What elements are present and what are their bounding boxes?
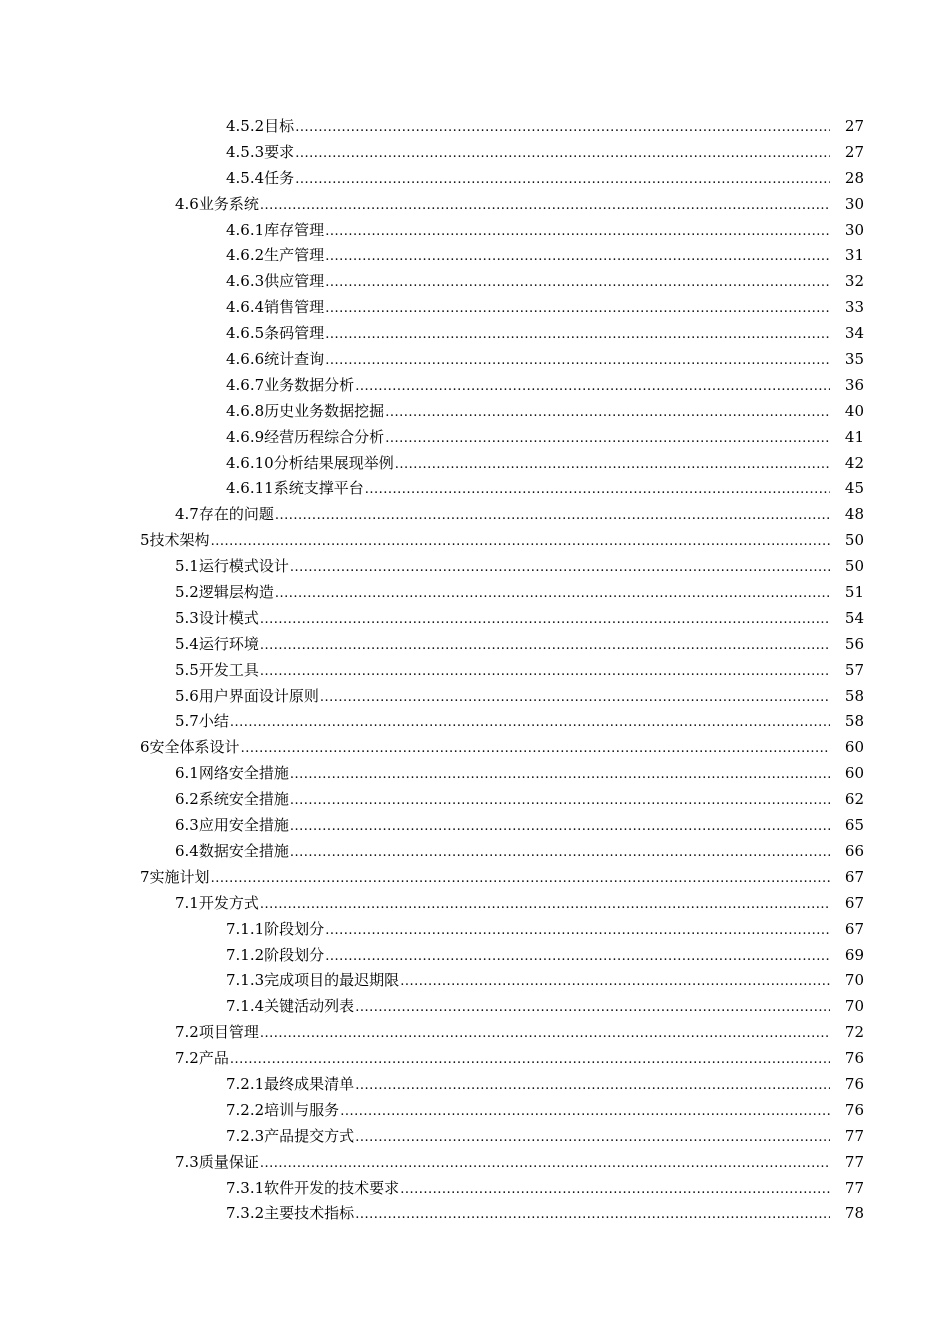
toc-entry-text <box>226 140 830 167</box>
toc-entry-number: 7.3.1 <box>226 1178 265 1197</box>
toc-entry-title: 数据安全措施 <box>198 841 289 860</box>
toc-entry-number: 4.6.8 <box>226 401 265 420</box>
toc-entry[interactable] <box>0 451 950 477</box>
toc-entry-page-number: 58 <box>844 712 864 731</box>
toc-entry-page-number: 40 <box>844 401 864 420</box>
dot-leader <box>400 1177 830 1203</box>
toc-entry-number: 7.3.2 <box>226 1204 265 1223</box>
toc-entry-number: 4.6.7 <box>226 375 265 394</box>
toc-entry-page-number: 77 <box>844 1178 864 1197</box>
toc-entry-text <box>226 114 830 141</box>
toc-entry-number: 4.5.4 <box>226 168 265 187</box>
toc-entry[interactable] <box>0 787 950 813</box>
dot-leader <box>260 659 830 685</box>
toc-entry[interactable] <box>0 1150 950 1176</box>
dot-leader <box>355 1073 830 1099</box>
toc-entry-text <box>175 891 830 918</box>
toc-entry-page-number: 77 <box>844 1126 864 1145</box>
toc-entry-title: 阶段划分 <box>264 945 325 964</box>
dot-leader <box>385 426 830 452</box>
toc-entry-title: 历史业务数据挖掘 <box>264 401 385 420</box>
toc-entry-page-number: 62 <box>844 790 864 809</box>
dot-leader <box>320 685 830 711</box>
toc-entry[interactable] <box>0 425 950 451</box>
toc-entry-page-number: 54 <box>844 608 864 627</box>
toc-entry-number: 7 <box>140 867 150 886</box>
dot-leader <box>355 1202 830 1228</box>
toc-entry[interactable] <box>0 709 950 735</box>
toc-entry-number: 4.6.3 <box>226 272 265 291</box>
toc-entry-number: 4.6 <box>175 194 199 213</box>
toc-entry[interactable] <box>0 968 950 994</box>
toc-entry-text <box>140 865 830 892</box>
toc-entry-number: 4.6.4 <box>226 298 265 317</box>
toc-entry[interactable] <box>0 528 950 554</box>
dot-leader <box>211 529 830 555</box>
toc-entry[interactable] <box>0 761 950 787</box>
toc-entry-title: 应用安全措施 <box>198 816 289 835</box>
toc-entry[interactable] <box>0 321 950 347</box>
toc-entry-number: 7.1.1 <box>226 919 265 938</box>
toc-entry-number: 6.1 <box>175 764 199 783</box>
toc-entry-title: 要求 <box>264 142 295 161</box>
toc-entry-title: 生产管理 <box>264 246 325 265</box>
toc-entry[interactable] <box>0 295 950 321</box>
toc-entry-text <box>175 554 830 581</box>
toc-entry-title: 运行环境 <box>198 634 259 653</box>
toc-entry-number: 7.1 <box>175 893 199 912</box>
toc-entry-title: 业务数据分析 <box>264 375 355 394</box>
toc-entry-text <box>175 709 830 736</box>
toc-entry-text <box>175 658 830 685</box>
toc-entry-number: 7.3 <box>175 1152 199 1171</box>
toc-entry[interactable] <box>0 865 950 891</box>
toc-entry-title: 用户界面设计原则 <box>198 686 319 705</box>
toc-entry-text <box>175 684 830 711</box>
toc-entry-number: 5.1 <box>175 557 199 576</box>
toc-entry[interactable] <box>0 1176 950 1202</box>
toc-entry-text <box>175 1150 830 1177</box>
dot-leader <box>325 348 830 374</box>
toc-entry-number: 5.5 <box>175 660 199 679</box>
toc-entry-page-number: 30 <box>844 220 864 239</box>
toc-entry-page-number: 78 <box>844 1204 864 1223</box>
toc-entry-text <box>226 968 830 995</box>
dot-leader <box>290 814 830 840</box>
dot-leader <box>325 918 830 944</box>
toc-entry-text <box>140 528 830 555</box>
toc-entry-page-number: 65 <box>844 816 864 835</box>
toc-entry[interactable] <box>0 891 950 917</box>
toc-entry-title: 实施计划 <box>149 867 210 886</box>
toc-entry-number: 5.4 <box>175 634 199 653</box>
toc-entry-text <box>226 917 830 944</box>
toc-entry-page-number: 30 <box>844 194 864 213</box>
toc-entry-title: 统计查询 <box>264 350 325 369</box>
toc-entry-page-number: 76 <box>844 1100 864 1119</box>
toc-entry[interactable] <box>0 243 950 269</box>
dot-leader <box>325 219 830 245</box>
toc-entry-page-number: 32 <box>844 272 864 291</box>
dot-leader <box>295 167 830 193</box>
dot-leader <box>290 840 830 866</box>
dot-leader <box>241 736 830 762</box>
toc-entry[interactable] <box>0 1020 950 1046</box>
toc-entry-page-number: 50 <box>844 557 864 576</box>
toc-entry[interactable] <box>0 114 950 140</box>
toc-entry-number: 4.6.11 <box>226 479 274 498</box>
table-of-contents <box>0 114 950 1227</box>
toc-entry-number: 6.4 <box>175 841 199 860</box>
toc-entry-title: 销售管理 <box>264 298 325 317</box>
toc-entry[interactable] <box>0 917 950 943</box>
toc-entry-text <box>175 1046 830 1073</box>
toc-entry-title: 设计模式 <box>198 608 259 627</box>
toc-entry-page-number: 48 <box>844 505 864 524</box>
toc-entry-text <box>226 1201 830 1228</box>
dot-leader <box>260 633 830 659</box>
toc-entry[interactable] <box>0 994 950 1020</box>
dot-leader <box>340 1099 830 1125</box>
toc-entry-title: 主要技术指标 <box>264 1204 355 1223</box>
toc-entry-number: 7.2 <box>175 1023 199 1042</box>
toc-entry-text <box>226 218 830 245</box>
toc-entry-page-number: 27 <box>844 117 864 135</box>
toc-entry[interactable] <box>0 943 950 969</box>
dot-leader <box>290 762 830 788</box>
toc-entry-text <box>175 580 830 607</box>
toc-entry-text <box>226 1098 830 1125</box>
toc-entry-number: 7.2 <box>175 1049 199 1068</box>
toc-entry-number: 5.2 <box>175 583 199 602</box>
dot-leader <box>211 866 830 892</box>
toc-entry-number: 4.5.3 <box>226 142 265 161</box>
toc-entry-title: 系统支撑平台 <box>273 479 364 498</box>
toc-entry-page-number: 36 <box>844 375 864 394</box>
toc-entry-text <box>226 476 830 503</box>
toc-entry[interactable] <box>0 839 950 865</box>
toc-entry-number: 7.2.3 <box>226 1126 265 1145</box>
toc-entry-title: 存在的问题 <box>198 505 274 524</box>
toc-entry-title: 条码管理 <box>264 324 325 343</box>
toc-entry-page-number: 58 <box>844 686 864 705</box>
toc-entry-number: 4.7 <box>175 505 199 524</box>
toc-entry-title: 任务 <box>264 168 295 187</box>
toc-entry-text <box>226 1176 830 1203</box>
toc-entry-page-number: 27 <box>844 142 864 161</box>
toc-entry-page-number: 57 <box>844 660 864 679</box>
toc-entry-number: 7.1.2 <box>226 945 265 964</box>
toc-entry[interactable] <box>0 140 950 166</box>
toc-entry-title: 技术架构 <box>149 531 210 550</box>
toc-entry-text <box>175 606 830 633</box>
toc-entry-text <box>226 1072 830 1099</box>
toc-entry-number: 4.6.2 <box>226 246 265 265</box>
toc-entry-title: 库存管理 <box>264 220 325 239</box>
toc-entry-title: 供应管理 <box>264 272 325 291</box>
toc-entry-text <box>226 451 830 478</box>
toc-entry-page-number: 60 <box>844 738 864 757</box>
toc-entry-number: 4.6.6 <box>226 350 265 369</box>
toc-entry-title: 开发方式 <box>198 893 259 912</box>
dot-leader <box>355 995 830 1021</box>
toc-entry-text <box>226 347 830 374</box>
toc-entry[interactable] <box>0 658 950 684</box>
toc-entry-title: 关键活动列表 <box>264 997 355 1016</box>
toc-entry-title: 软件开发的技术要求 <box>264 1178 400 1197</box>
toc-entry-title: 逻辑层构造 <box>198 583 274 602</box>
toc-entry-page-number: 56 <box>844 634 864 653</box>
toc-entry-number: 6 <box>140 738 150 757</box>
dot-leader <box>230 1047 830 1073</box>
toc-entry-number: 5.3 <box>175 608 199 627</box>
toc-entry[interactable] <box>0 1098 950 1124</box>
dot-leader <box>275 581 830 607</box>
toc-entry-title: 安全体系设计 <box>149 738 240 757</box>
dot-leader <box>260 193 830 219</box>
toc-entry[interactable] <box>0 502 950 528</box>
dot-leader <box>325 944 830 970</box>
toc-entry-text <box>175 632 830 659</box>
toc-entry-page-number: 67 <box>844 867 864 886</box>
toc-entry-page-number: 31 <box>844 246 864 265</box>
dot-leader <box>365 477 830 503</box>
toc-entry-page-number: 67 <box>844 893 864 912</box>
dot-leader <box>325 244 830 270</box>
toc-entry-number: 4.6.10 <box>226 453 274 472</box>
toc-entry-title: 最终成果清单 <box>264 1074 355 1093</box>
toc-entry-title: 运行模式设计 <box>198 557 289 576</box>
toc-entry-title: 培训与服务 <box>264 1100 340 1119</box>
dot-leader <box>290 555 830 581</box>
toc-entry[interactable] <box>0 399 950 425</box>
toc-entry-text <box>226 399 830 426</box>
toc-entry[interactable] <box>0 476 950 502</box>
toc-entry[interactable] <box>0 166 950 192</box>
toc-entry-title: 阶段划分 <box>264 919 325 938</box>
toc-entry[interactable] <box>0 1072 950 1098</box>
toc-entry[interactable] <box>0 735 950 761</box>
toc-entry-number: 6.2 <box>175 790 199 809</box>
toc-entry-page-number: 72 <box>844 1023 864 1042</box>
toc-entry-number: 7.1.4 <box>226 997 265 1016</box>
dot-leader <box>400 969 830 995</box>
toc-entry-page-number: 70 <box>844 997 864 1016</box>
toc-entry-text <box>175 1020 830 1047</box>
toc-entry-text <box>226 373 830 400</box>
toc-entry-number: 5.7 <box>175 712 199 731</box>
dot-leader <box>325 322 830 348</box>
toc-entry-title: 质量保证 <box>198 1152 259 1171</box>
dot-leader <box>325 270 830 296</box>
toc-entry-text <box>226 269 830 296</box>
toc-entry-text <box>226 321 830 348</box>
toc-entry-number: 4.6.1 <box>226 220 265 239</box>
dot-leader <box>385 400 830 426</box>
toc-entry-page-number: 76 <box>844 1074 864 1093</box>
toc-entry-page-number: 66 <box>844 841 864 860</box>
toc-entry-title: 系统安全措施 <box>198 790 289 809</box>
toc-entry-title: 小结 <box>198 712 229 731</box>
toc-entry-number: 6.3 <box>175 816 199 835</box>
toc-entry-page-number: 67 <box>844 919 864 938</box>
toc-entry-text <box>175 839 830 866</box>
toc-entry[interactable] <box>0 554 950 580</box>
toc-entry[interactable] <box>0 1201 950 1227</box>
toc-entry-text <box>226 166 830 193</box>
toc-entry-text <box>175 502 830 529</box>
dot-leader <box>260 892 830 918</box>
toc-entry[interactable] <box>0 218 950 244</box>
toc-entry-number: 7.2.2 <box>226 1100 265 1119</box>
toc-entry-title: 完成项目的最迟期限 <box>264 971 400 990</box>
toc-entry-text <box>175 192 830 219</box>
toc-entry-title: 经营历程综合分析 <box>264 427 385 446</box>
toc-entry[interactable] <box>0 373 950 399</box>
toc-entry-text <box>175 787 830 814</box>
toc-entry-number: 5 <box>140 531 150 550</box>
toc-entry[interactable] <box>0 606 950 632</box>
toc-entry-page-number: 45 <box>844 479 864 498</box>
toc-entry-page-number: 42 <box>844 453 864 472</box>
toc-entry-number: 4.5.2 <box>226 117 265 135</box>
toc-entry-number: 4.6.9 <box>226 427 265 446</box>
toc-entry-page-number: 34 <box>844 324 864 343</box>
toc-entry-number: 7.2.1 <box>226 1074 265 1093</box>
toc-entry-page-number: 77 <box>844 1152 864 1171</box>
toc-entry[interactable] <box>0 1124 950 1150</box>
toc-entry-title: 开发工具 <box>198 660 259 679</box>
toc-entry-page-number: 28 <box>844 168 864 187</box>
toc-entry-text <box>226 295 830 322</box>
toc-entry-title: 项目管理 <box>198 1023 259 1042</box>
toc-entry-page-number: 69 <box>844 945 864 964</box>
toc-entry-page-number: 50 <box>844 531 864 550</box>
dot-leader <box>290 788 830 814</box>
dot-leader <box>355 374 830 400</box>
toc-entry[interactable] <box>0 269 950 295</box>
dot-leader <box>395 452 830 478</box>
toc-entry-number: 4.6.5 <box>226 324 265 343</box>
toc-entry-text <box>226 1124 830 1151</box>
toc-entry-text <box>226 425 830 452</box>
toc-entry-text <box>140 735 830 762</box>
toc-entry-title: 产品提交方式 <box>264 1126 355 1145</box>
toc-entry-page-number: 60 <box>844 764 864 783</box>
toc-entry-title: 网络安全措施 <box>198 764 289 783</box>
dot-leader <box>355 1125 830 1151</box>
toc-entry-text <box>175 813 830 840</box>
toc-entry-text <box>226 943 830 970</box>
dot-leader <box>295 141 830 167</box>
toc-entry[interactable] <box>0 347 950 373</box>
toc-entry-number: 7.1.3 <box>226 971 265 990</box>
toc-entry-title: 目标 <box>264 117 295 135</box>
dot-leader <box>260 607 830 633</box>
toc-entry-text <box>175 761 830 788</box>
dot-leader <box>325 296 830 322</box>
toc-entry-title: 业务系统 <box>198 194 259 213</box>
toc-entry[interactable] <box>0 684 950 710</box>
toc-entry-page-number: 76 <box>844 1049 864 1068</box>
toc-entry[interactable] <box>0 192 950 218</box>
toc-entry-page-number: 70 <box>844 971 864 990</box>
toc-entry-title: 产品 <box>198 1049 229 1068</box>
toc-entry-title: 分析结果展现举例 <box>273 453 394 472</box>
toc-entry-text <box>226 243 830 270</box>
toc-entry-page-number: 51 <box>844 583 864 602</box>
toc-entry[interactable] <box>0 813 950 839</box>
dot-leader <box>230 710 830 736</box>
toc-entry-number: 5.6 <box>175 686 199 705</box>
toc-entry-text <box>226 994 830 1021</box>
toc-entry-page-number: 41 <box>844 427 864 446</box>
toc-entry[interactable] <box>0 580 950 606</box>
dot-leader <box>275 503 830 529</box>
toc-entry-page-number: 33 <box>844 298 864 317</box>
dot-leader <box>295 115 830 141</box>
toc-entry[interactable] <box>0 632 950 658</box>
dot-leader <box>260 1021 830 1047</box>
toc-entry-page-number: 35 <box>844 350 864 369</box>
dot-leader <box>260 1151 830 1177</box>
toc-entry[interactable] <box>0 1046 950 1072</box>
